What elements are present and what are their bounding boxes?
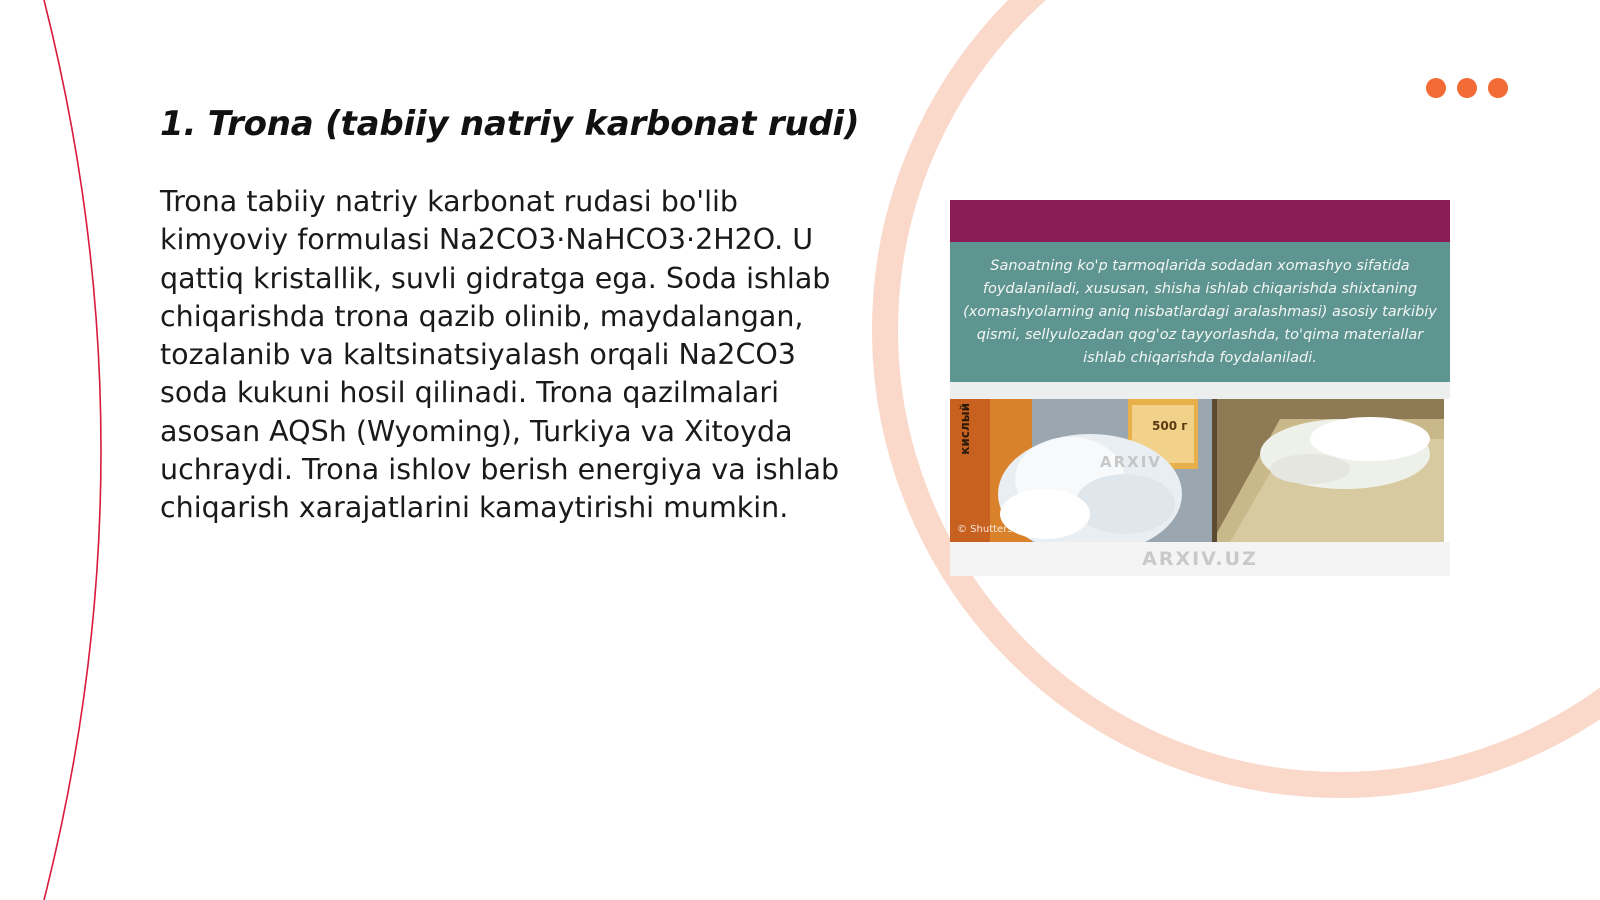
dot — [1426, 78, 1446, 98]
soda-photo — [950, 399, 1444, 542]
photo-credit: © Shutterst — [957, 524, 1017, 535]
soda-photo-illustration — [950, 399, 1444, 542]
dot — [1488, 78, 1508, 98]
watermark-mid: ARXIV — [1100, 453, 1162, 471]
watermark-bottom: ARXIV.UZ — [1142, 548, 1258, 570]
left-accent-curve — [44, 0, 101, 900]
menu-dots-icon — [1426, 78, 1508, 98]
package-side-label: кислый — [958, 403, 972, 455]
figure-caption: Sanoatning ko'p tarmoqlarida sodadan xomashyo sifatida foydalaniladi, xususan, shisha ishlab chiqarishda shixtaning (xomashyolarning aniq nisbatlardagi aralashmasi) asosiy tarkibiy qismi, sellyulozadan qog'oz tayyorlashda, to'qima materiallar ishlab chiqarishda foydalaniladi. — [963, 257, 1437, 366]
dot — [1457, 78, 1477, 98]
slide-body-text: Trona tabiiy natriy karbonat rudasi bo'lib kimyoviy formulasi Na2CO3·NaHCO3·2H2O. U qattiq kristallik, suvli gidratga ega. Soda ishlab chiqarishda trona qazib olinib, maydalangan, tozalanib va kaltsinatsiyalash orqali Na2CO3 soda kukuni hosil qilinadi. Trona qazilmalari asosan AQSh (Wyoming), Turkiya va Xitoyda uchraydi. Trona ishlov berish energiya va ishlab chiqarish xarajatlarini kamaytirishi mumkin. — [160, 185, 840, 525]
figure-top-band — [950, 200, 1450, 242]
figure-footer — [950, 542, 1450, 576]
slide-title: 1. Trona (tabiiy natriy karbonat rudi) — [160, 104, 860, 144]
package-weight-label: 500 г — [1152, 419, 1188, 433]
soda-usage-figure — [950, 200, 1450, 576]
figure-divider-strip — [950, 382, 1450, 399]
figure-caption-box — [950, 242, 1450, 382]
